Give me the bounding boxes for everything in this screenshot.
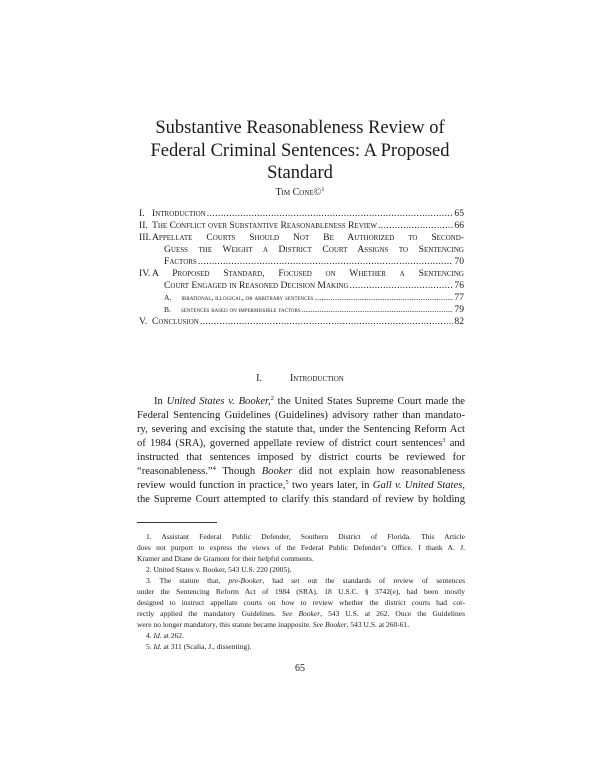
toc-number: IV. (139, 268, 151, 279)
toc-entry-proposed-line-1 (139, 268, 464, 280)
body-line-8: the Supreme Court attempted to clarify this standard of review by holding (137, 494, 465, 505)
footnote-5: 5. Id. at 311 (Scalia, J., dissenting). (146, 642, 252, 651)
section-number: I. (256, 373, 262, 384)
toc-number: I. (139, 208, 145, 219)
footnote-ref: 3 (442, 437, 446, 444)
title-line-1: Substantive Reasonableness Review of (155, 118, 445, 138)
toc-entry-appellate-line-3 (139, 256, 464, 268)
toc-leader (207, 208, 454, 220)
footnote-3-line-3: designed to instruct appellate courts on how to review whether the district courts had cor- (137, 598, 465, 607)
toc-label-cont: Court Engaged in Reasoned Decision Making (164, 280, 349, 291)
toc-sub-number: A. (164, 293, 172, 302)
body-line-5: instructed that sentences imposed by district courts be reviewed for (137, 452, 465, 463)
body-line-2: Federal Sentencing Guidelines (Guidelines) advisory rather than mandato- (137, 410, 465, 421)
toc-entry-appellate-line-2 (139, 244, 464, 256)
body-line-7: review would function in practice,$^5$ two years later, in Gall v. United States, (137, 479, 465, 491)
title-line-2: Federal Criminal Sentences: A Proposed (150, 140, 450, 161)
toc-label: sentences based on impermissible factors (180, 305, 301, 314)
footnote-1-line-3: Kramer and Diane de Gramont for their helpful comments. (137, 554, 314, 563)
footnote-3-line-2: under the Sentencing Reform Act of 1984 (SRA), 18 U.S.C. § 3742(e), had been mostly (137, 587, 465, 596)
toc-page: 76 (454, 280, 464, 291)
toc-entry-conclusion (139, 316, 464, 328)
toc-entry-conflict (139, 220, 464, 232)
copyright-mark: © (313, 187, 322, 198)
toc-label-cont: Guess the Weight a District Court Assigns to Sentencing (164, 244, 464, 255)
body-line-6: “reasonableness.”$^4$ Though Booker did not explain how reasonableness (137, 465, 466, 477)
toc-page: 70 (454, 256, 464, 267)
author-name: Tim Cone (275, 187, 314, 198)
body-line-4: of 1984 (SRA), governed appellate review of district court sentences$^3$ and (137, 437, 465, 449)
footnote-3-line-1: 3. The statute that, pre-Booker, had set out the standards of review of sentences (146, 576, 465, 585)
article-title (0, 117, 600, 185)
section-title: Introduction (289, 373, 344, 384)
toc-leader (302, 304, 454, 316)
footnote-2: 2. United States v. Booker, 543 U.S. 220 (2005). (146, 565, 292, 574)
toc-leader (378, 220, 453, 232)
toc-leader (314, 292, 453, 304)
page-number: 65 (295, 663, 305, 674)
toc-label: irrational, illogical, or arbitrary sentences (181, 293, 314, 302)
toc-page: 77 (454, 292, 464, 303)
toc-page: 82 (454, 316, 464, 327)
toc-sub-number: B. (164, 305, 171, 314)
toc-number: III. (139, 232, 151, 243)
footnote-1-line-2: does not purport to express the views of the Federal Public Defender’s Office. I thank A. J. (137, 543, 465, 552)
body-line-3: ry, severing and excising the statute that, under the Sentencing Reform Act (137, 424, 465, 435)
body-line-1: In United States v. Booker,$^2$ the United States Supreme Court made the (154, 395, 465, 407)
toc-label: Conclusion (152, 316, 199, 327)
toc-entry-appellate-line-1 (139, 232, 464, 244)
footnote-3-line-4: rectly applied the mandatory Guidelines. See Booker, 543 U.S. at 262. Once the Guidelines (137, 609, 465, 618)
footnote-1-line-1: 1. Assistant Federal Public Defender, Southern District of Florida. This Article (146, 532, 465, 541)
footnote-ref: 4 (212, 465, 216, 472)
footnote-ref: 5 (285, 479, 289, 486)
toc-page: 79 (454, 304, 464, 315)
toc-label: Appellate Courts Should Not Be Authorized to Second- (152, 232, 464, 243)
toc-label: Introduction (152, 208, 206, 219)
author-footnote-ref: 1 (321, 186, 325, 193)
toc-page: 65 (454, 208, 464, 219)
footnote-3-line-5: were no longer mandatory, this statute became inapposite. See Booker, 543 U.S. at 260-61. (137, 620, 410, 629)
case-name: United States v. Booker, (166, 396, 271, 407)
toc-label-cont: Factors (164, 256, 197, 267)
toc-entry-introduction (139, 208, 464, 220)
toc-entry-proposed-line-2 (139, 280, 464, 292)
toc-number: II. (139, 220, 148, 231)
section-heading (0, 373, 600, 384)
toc-leader (200, 316, 454, 328)
toc-entry-impermissible (139, 304, 464, 316)
title-line-3: Standard (267, 163, 333, 183)
toc-page: 66 (454, 220, 464, 231)
toc-leader (350, 280, 454, 292)
toc-entry-irrational (139, 292, 464, 304)
footnote-ref: 2 (270, 395, 274, 402)
footnote-separator (137, 522, 217, 523)
footnote-4: 4. Id. at 262. (146, 631, 184, 640)
toc-number: V. (139, 316, 148, 327)
toc-leader (198, 256, 454, 268)
case-name: Booker (261, 466, 293, 477)
toc-label: A Proposed Standard, Focused on Whether a Sentencing (152, 268, 464, 279)
case-name: Gall v. United States (372, 480, 463, 491)
author-byline (0, 187, 600, 199)
toc-label: The Conflict over Substantive Reasonableness Review (152, 220, 377, 231)
